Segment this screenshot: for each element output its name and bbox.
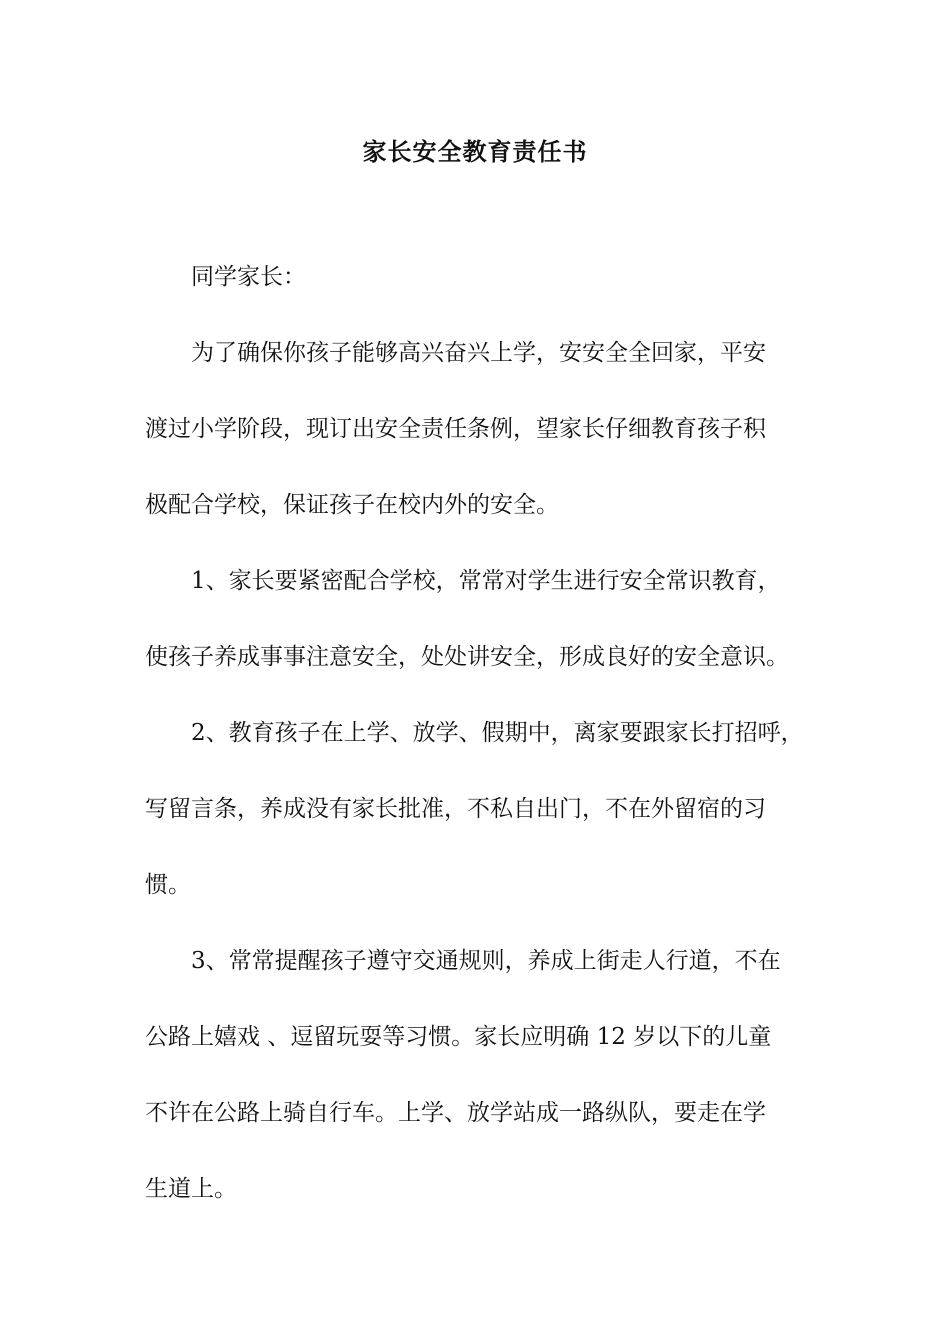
salutation-paragraph: [145, 258, 810, 296]
paragraph-line: 使孩子养成事事注意安全，处处讲安全，形成良好的安全意识。: [145, 644, 789, 670]
paragraph-line: 不许在公路上骑自行车。上学、放学站成一路纵队，要走在学: [145, 1100, 766, 1126]
paragraph-line: 写留言条，养成没有家长批准，不私自出门，不在外留宿的习: [145, 796, 766, 822]
intro-paragraph: [145, 334, 810, 524]
paragraph-line: 为了确保你孩子能够高兴奋兴上学，安安全全回家，平安: [191, 340, 766, 366]
paragraph-line: 公路上嬉戏 、逗留玩耍等习惯。家长应明确 12 岁以下的儿童: [145, 1024, 772, 1050]
paragraph-line: 2、教育孩子在上学、放学、假期中，离家要跟家长打招呼，: [191, 720, 804, 746]
paragraph-line: 生道上。: [145, 1176, 237, 1202]
paragraph-line: 极配合学校，保证孩子在校内外的安全。: [145, 492, 559, 518]
paragraph-line: 惯。: [145, 872, 191, 898]
paragraph-line: 1、家长要紧密配合学校，常常对学生进行安全常识教育，: [191, 568, 781, 594]
rule-paragraph-1: [145, 562, 810, 676]
salutation-line: 同学家长：: [191, 264, 306, 290]
paragraph-line: 3、常常提醒孩子遵守交通规则，养成上街走人行道，不在: [191, 948, 781, 974]
document-title: 家长安全教育责任书: [362, 137, 588, 166]
paragraph-line: 渡过小学阶段，现订出安全责任条例，望家长仔细教育孩子积: [145, 416, 766, 442]
document-body: [145, 258, 810, 1246]
rule-paragraph-2: [145, 714, 810, 904]
rule-paragraph-3: [145, 942, 810, 1208]
